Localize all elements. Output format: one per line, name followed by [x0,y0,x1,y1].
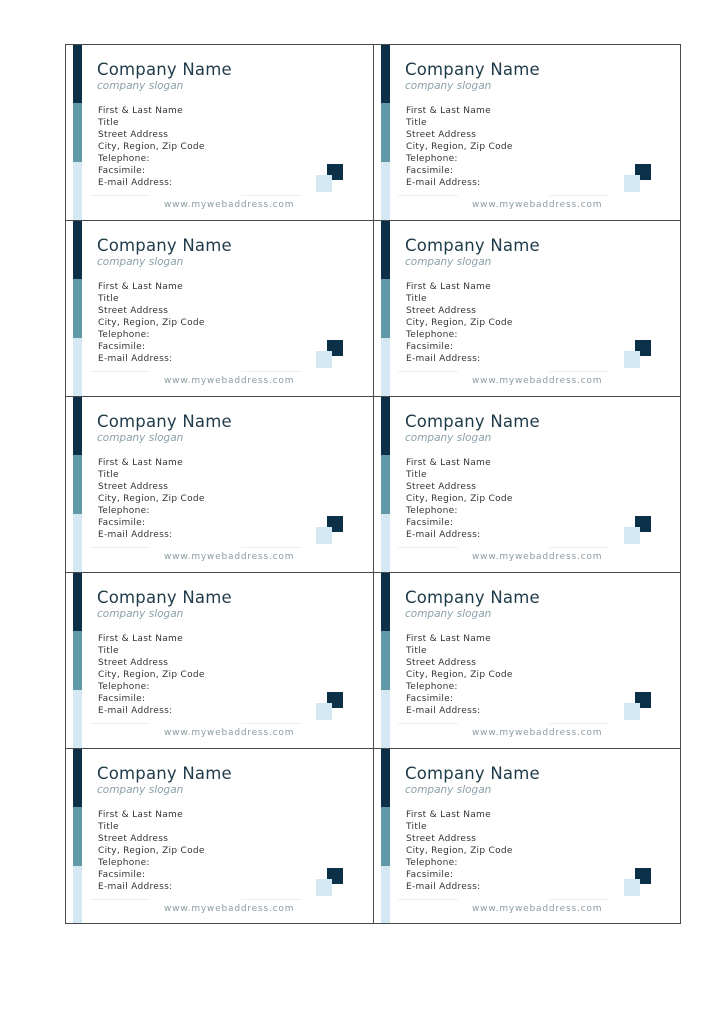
divider-line [398,899,458,900]
accent-bar-mid [73,103,82,162]
person-title: Title [98,470,119,480]
accent-bar [381,45,390,220]
business-card-3-2 [373,396,681,572]
telephone-label: Telephone: [406,682,458,692]
logo-square-light [624,527,640,544]
web-address: www.mywebaddress.com [472,552,603,562]
company-slogan: company slogan [97,608,184,620]
divider-line [549,547,609,548]
accent-bar-mid [381,631,390,690]
web-address: www.mywebaddress.com [472,728,603,738]
web-address: www.mywebaddress.com [472,200,603,210]
telephone-label: Telephone: [406,506,458,516]
email-label: E-mail Address: [98,882,173,892]
company-name: Company Name [97,236,232,255]
divider-line [398,723,458,724]
person-name: First & Last Name [406,810,491,820]
company-slogan: company slogan [97,432,184,444]
person-name: First & Last Name [98,634,183,644]
facsimile-label: Facsimile: [406,166,454,176]
city-region-zip: City, Region, Zip Code [406,670,513,680]
divider-line [90,899,150,900]
divider-line [398,547,458,548]
contact-details [98,457,205,541]
business-card-5-1 [65,748,373,924]
business-card-5-2 [373,748,681,924]
facsimile-label: Facsimile: [406,518,454,528]
street-address: Street Address [406,306,477,316]
accent-bar [73,573,82,748]
accent-bar-dark [73,397,82,455]
person-title: Title [406,646,427,656]
street-address: Street Address [406,834,477,844]
divider-line [549,723,609,724]
company-slogan: company slogan [405,256,492,268]
web-address: www.mywebaddress.com [472,904,603,914]
divider-line [241,723,301,724]
street-address: Street Address [98,130,169,140]
telephone-label: Telephone: [406,330,458,340]
divider-line [90,723,150,724]
accent-bar-dark [381,749,390,807]
accent-bar [73,749,82,923]
divider-line [90,195,150,196]
company-name: Company Name [405,588,540,607]
facsimile-label: Facsimile: [406,342,454,352]
company-slogan: company slogan [97,784,184,796]
logo-square-light [624,703,640,720]
street-address: Street Address [406,482,477,492]
business-card-3-1 [65,396,373,572]
business-card-2-2 [373,220,681,396]
telephone-label: Telephone: [406,858,458,868]
city-region-zip: City, Region, Zip Code [98,494,205,504]
divider-line [549,371,609,372]
company-name: Company Name [405,60,540,79]
person-title: Title [406,294,427,304]
person-name: First & Last Name [98,106,183,116]
accent-bar [381,749,390,923]
accent-bar-mid [73,631,82,690]
accent-bar-dark [73,573,82,631]
company-slogan: company slogan [97,256,184,268]
email-label: E-mail Address: [406,882,481,892]
telephone-label: Telephone: [98,506,150,516]
accent-bar [73,397,82,572]
web-address: www.mywebaddress.com [164,904,295,914]
facsimile-label: Facsimile: [98,694,146,704]
accent-bar-dark [381,45,390,103]
accent-bar-light [73,690,82,748]
logo-square-light [316,175,332,192]
contact-details [98,105,205,189]
accent-bar-light [73,866,82,924]
web-address: www.mywebaddress.com [472,376,603,386]
divider-line [241,371,301,372]
accent-bar-mid [381,103,390,162]
person-name: First & Last Name [406,634,491,644]
street-address: Street Address [406,658,477,668]
contact-details [98,281,205,365]
logo-square-light [316,527,332,544]
person-title: Title [98,822,119,832]
company-name: Company Name [97,588,232,607]
company-name: Company Name [405,412,540,431]
street-address: Street Address [406,130,477,140]
company-name: Company Name [97,60,232,79]
accent-bar-light [381,338,390,396]
divider-line [90,371,150,372]
contact-details [406,633,513,717]
logo-square-light [316,703,332,720]
accent-bar [73,45,82,220]
email-label: E-mail Address: [406,178,481,188]
accent-bar-light [381,866,390,924]
accent-bar-dark [381,221,390,279]
facsimile-label: Facsimile: [406,694,454,704]
company-slogan: company slogan [405,784,492,796]
facsimile-label: Facsimile: [98,342,146,352]
person-name: First & Last Name [98,282,183,292]
email-label: E-mail Address: [98,178,173,188]
facsimile-label: Facsimile: [98,870,146,880]
city-region-zip: City, Region, Zip Code [406,846,513,856]
person-name: First & Last Name [406,106,491,116]
accent-bar-dark [381,397,390,455]
accent-bar-light [73,514,82,572]
telephone-label: Telephone: [98,858,150,868]
facsimile-label: Facsimile: [98,518,146,528]
divider-line [90,547,150,548]
company-slogan: company slogan [405,80,492,92]
logo-square-light [316,351,332,368]
divider-line [241,899,301,900]
accent-bar-mid [381,455,390,514]
telephone-label: Telephone: [406,154,458,164]
person-name: First & Last Name [406,282,491,292]
email-label: E-mail Address: [406,530,481,540]
person-title: Title [406,470,427,480]
contact-details [98,633,205,717]
telephone-label: Telephone: [98,330,150,340]
person-name: First & Last Name [406,458,491,468]
email-label: E-mail Address: [98,354,173,364]
person-title: Title [98,294,119,304]
accent-bar-mid [381,807,390,866]
city-region-zip: City, Region, Zip Code [98,846,205,856]
accent-bar-dark [73,45,82,103]
company-name: Company Name [405,236,540,255]
business-card-1-2 [373,44,681,220]
email-label: E-mail Address: [98,706,173,716]
street-address: Street Address [98,482,169,492]
person-title: Title [98,118,119,128]
logo-square-light [316,879,332,896]
company-name: Company Name [405,764,540,783]
accent-bar-mid [381,279,390,338]
person-title: Title [406,118,427,128]
accent-bar-light [381,514,390,572]
accent-bar-mid [73,455,82,514]
street-address: Street Address [98,658,169,668]
business-card-sheet [65,44,681,924]
person-title: Title [98,646,119,656]
contact-details [406,457,513,541]
accent-bar [381,221,390,396]
web-address: www.mywebaddress.com [164,552,295,562]
company-name: Company Name [97,764,232,783]
email-label: E-mail Address: [406,706,481,716]
accent-bar-dark [73,221,82,279]
logo-square-light [624,351,640,368]
accent-bar-light [73,338,82,396]
divider-line [549,899,609,900]
contact-details [98,809,205,893]
city-region-zip: City, Region, Zip Code [98,142,205,152]
divider-line [241,195,301,196]
person-name: First & Last Name [98,810,183,820]
divider-line [241,547,301,548]
accent-bar-dark [73,749,82,807]
city-region-zip: City, Region, Zip Code [98,670,205,680]
person-name: First & Last Name [98,458,183,468]
web-address: www.mywebaddress.com [164,728,295,738]
city-region-zip: City, Region, Zip Code [406,318,513,328]
accent-bar-light [381,690,390,748]
business-card-1-1 [65,44,373,220]
person-title: Title [406,822,427,832]
contact-details [406,281,513,365]
contact-details [406,809,513,893]
business-card-4-2 [373,572,681,748]
business-card-2-1 [65,220,373,396]
telephone-label: Telephone: [98,682,150,692]
accent-bar-mid [73,807,82,866]
facsimile-label: Facsimile: [98,166,146,176]
accent-bar-light [381,162,390,220]
accent-bar [381,573,390,748]
city-region-zip: City, Region, Zip Code [98,318,205,328]
email-label: E-mail Address: [98,530,173,540]
divider-line [549,195,609,196]
telephone-label: Telephone: [98,154,150,164]
accent-bar [73,221,82,396]
contact-details [406,105,513,189]
logo-square-light [624,175,640,192]
city-region-zip: City, Region, Zip Code [406,142,513,152]
email-label: E-mail Address: [406,354,481,364]
web-address: www.mywebaddress.com [164,200,295,210]
web-address: www.mywebaddress.com [164,376,295,386]
company-slogan: company slogan [405,608,492,620]
company-name: Company Name [97,412,232,431]
accent-bar-light [73,162,82,220]
business-card-4-1 [65,572,373,748]
facsimile-label: Facsimile: [406,870,454,880]
accent-bar-dark [381,573,390,631]
accent-bar-mid [73,279,82,338]
company-slogan: company slogan [97,80,184,92]
logo-square-light [624,879,640,896]
divider-line [398,195,458,196]
street-address: Street Address [98,306,169,316]
street-address: Street Address [98,834,169,844]
divider-line [398,371,458,372]
company-slogan: company slogan [405,432,492,444]
city-region-zip: City, Region, Zip Code [406,494,513,504]
accent-bar [381,397,390,572]
